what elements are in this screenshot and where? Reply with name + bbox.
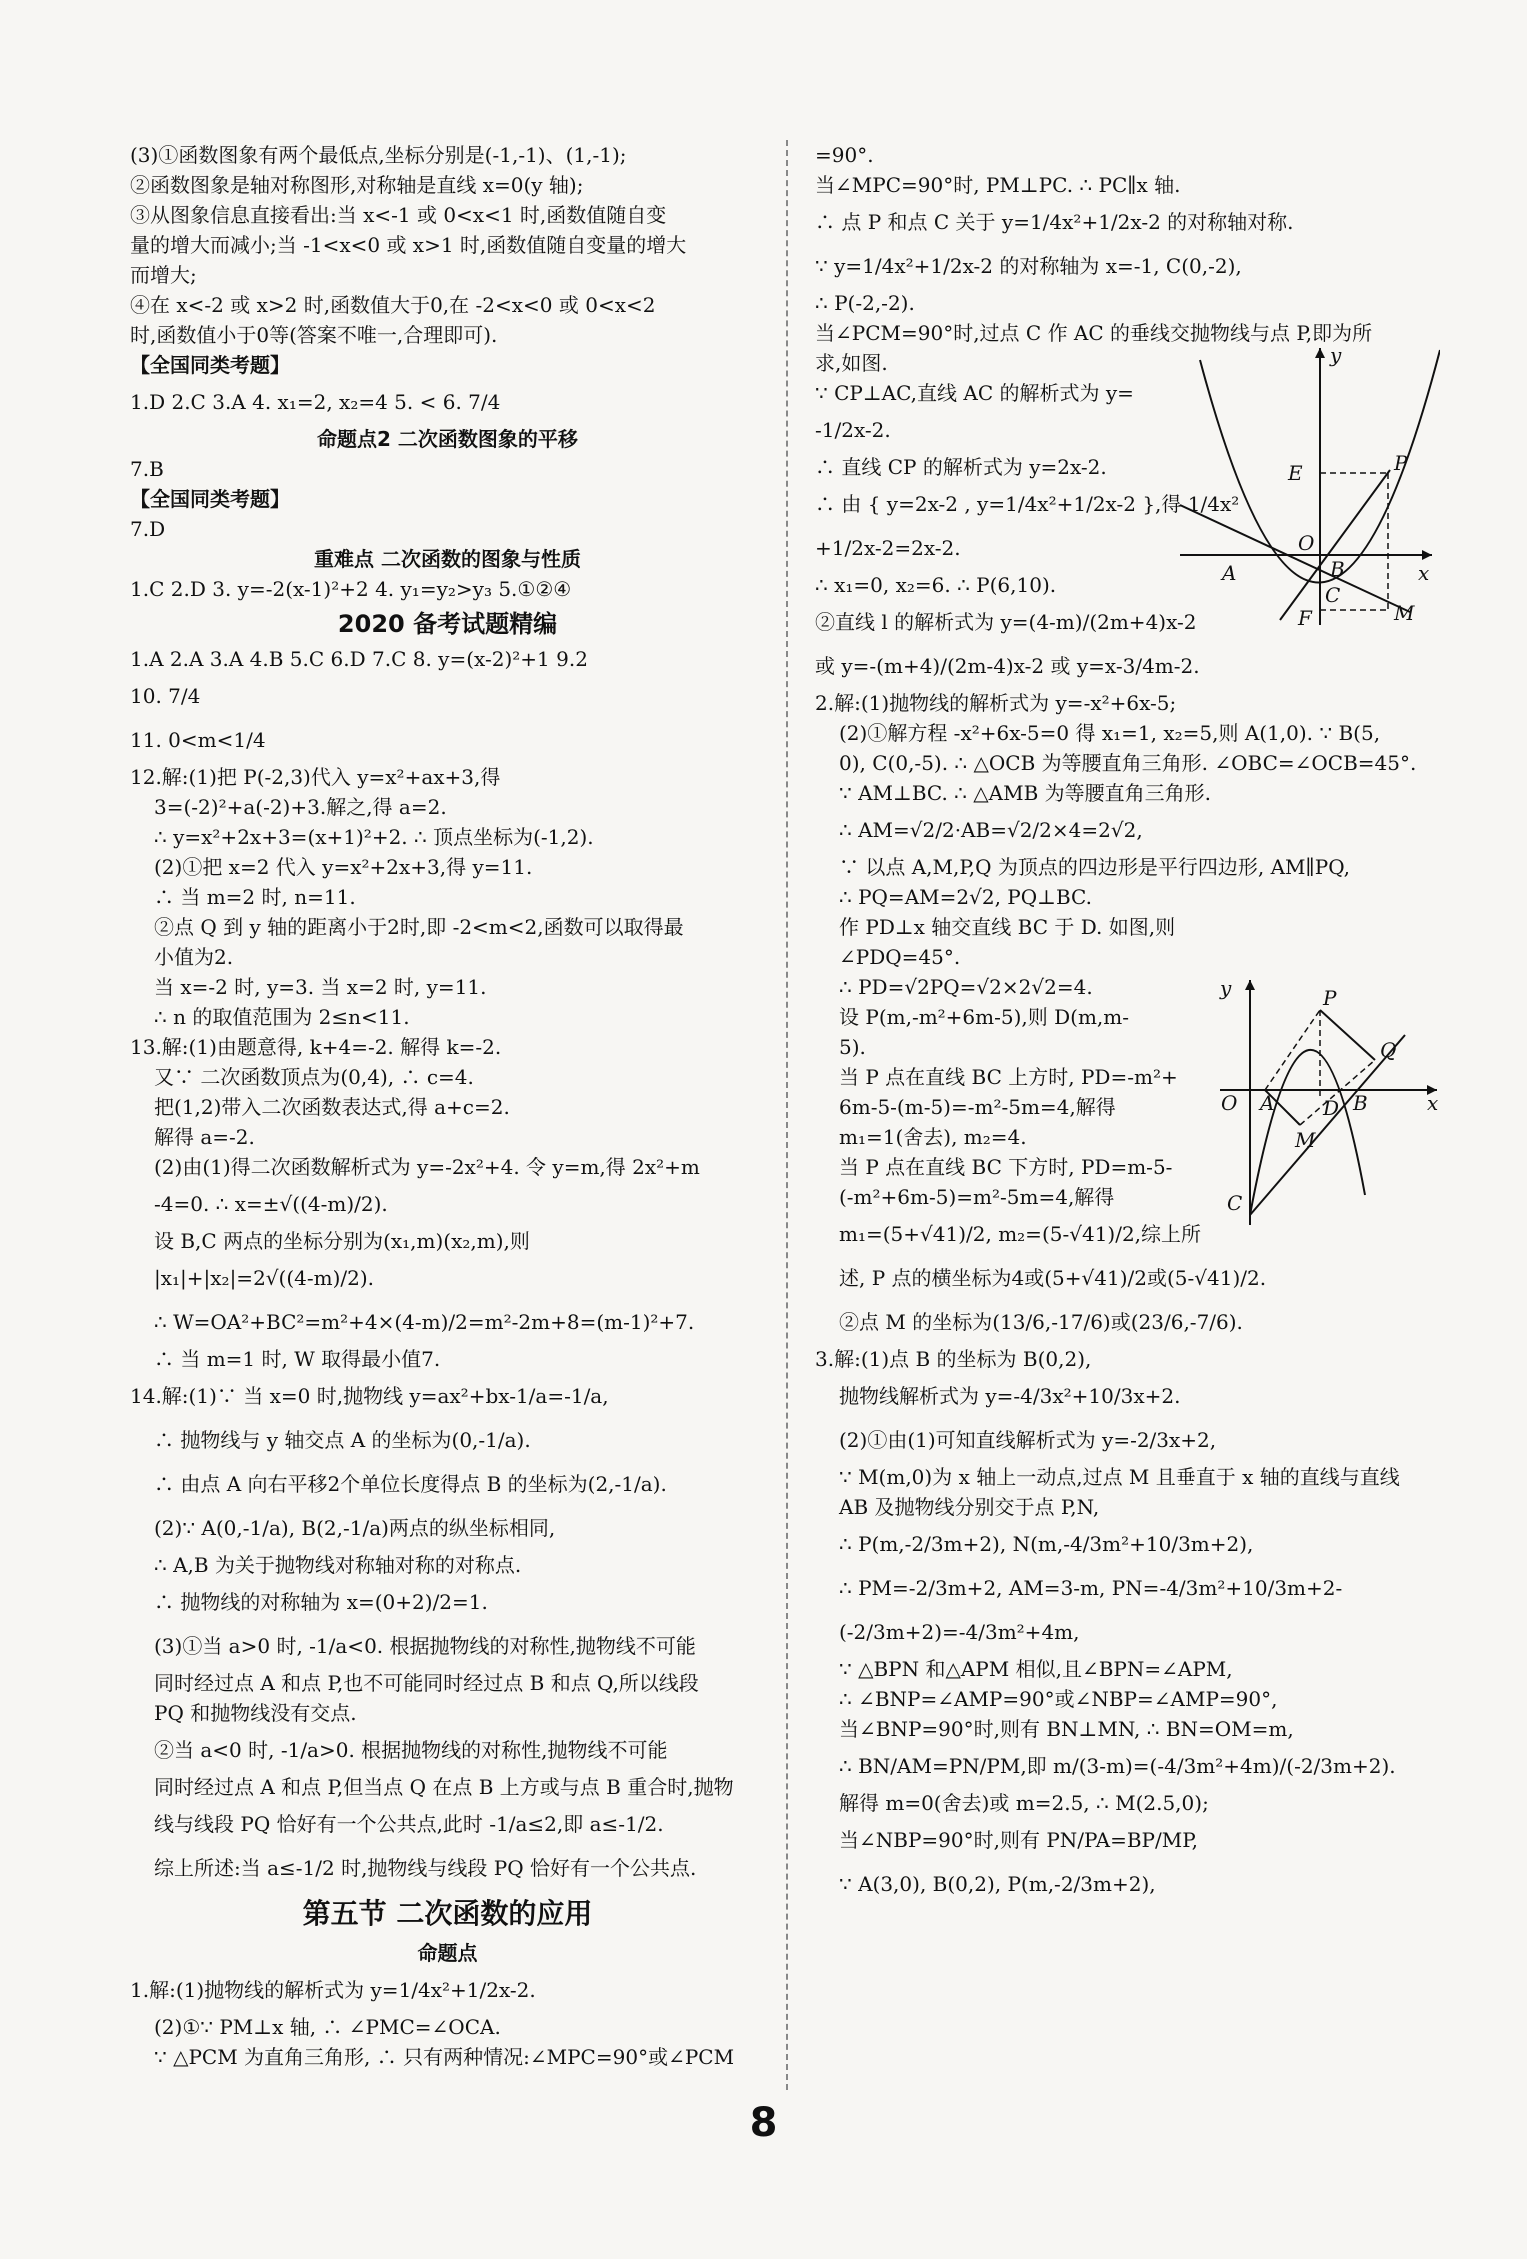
text-line: ∴ 由 { y=2x-2 , y=1/4x²+1/2x-2 },得 1/4x²	[815, 492, 1240, 516]
text-line: 14.解:(1)∵ 当 x=0 时,抛物线 y=ax²+bx-1/a=-1/a,	[130, 1384, 609, 1408]
fig2-label-p: P	[1323, 986, 1337, 1010]
text-line: PQ 和抛物线没有交点.	[154, 1701, 357, 1725]
text-line: ∵ AM⊥BC. ∴ △AMB 为等腰直角三角形.	[839, 781, 1211, 805]
text-line: ③从图象信息直接看出:当 x<-1 或 0<x<1 时,函数值随自变	[130, 203, 667, 227]
text-line: ∴ 由点 A 向右平移2个单位长度得点 B 的坐标为(2,-1/a).	[154, 1472, 667, 1496]
section-header: 【全国同类考题】	[130, 487, 290, 511]
text-line: 把(1,2)带入二次函数表达式,得 a+c=2.	[154, 1095, 510, 1119]
fig2-label-a: A	[1260, 1091, 1275, 1115]
text-line: ∴ ∠BNP=∠AMP=90°或∠NBP=∠AMP=90°,	[839, 1687, 1278, 1711]
text-line: 7.D	[130, 517, 166, 541]
fig1-label-o: O	[1298, 531, 1315, 555]
text-line: ∴ P(m,-2/3m+2), N(m,-4/3m²+10/3m+2),	[839, 1532, 1254, 1556]
text-line: (2)①由(1)可知直线解析式为 y=-2/3x+2,	[839, 1428, 1217, 1452]
y-axis-arrow	[1315, 348, 1325, 358]
fig2-label-b: B	[1353, 1091, 1368, 1115]
text-line: ∴ P(-2,-2).	[815, 291, 915, 315]
text-line: (2)①解方程 -x²+6x-5=0 得 x₁=1, x₂=5,则 A(1,0). ∵ B(5,	[839, 721, 1381, 745]
text-line: 1.A 2.A 3.A 4.B 5.C 6.D 7.C 8. y=(x-2)²+1 9.2	[130, 647, 588, 671]
text-line: 同时经过点 A 和点 P,也不可能同时经过点 B 和点 Q,所以线段	[154, 1671, 699, 1695]
text-line: 3=(-2)²+a(-2)+3.解之,得 a=2.	[154, 795, 447, 819]
text-line: 解得 a=-2.	[154, 1125, 255, 1149]
text-line: (2)∵ A(0,-1/a), B(2,-1/a)两点的纵坐标相同,	[154, 1516, 556, 1540]
text-line: (2)①把 x=2 代入 y=x²+2x+3,得 y=11.	[154, 855, 533, 879]
text-line: (3)①当 a>0 时, -1/a<0. 根据抛物线的对称性,抛物线不可能	[154, 1634, 696, 1658]
section-title: 2020 备考试题精编	[337, 610, 558, 638]
text-line: 当∠PCM=90°时,过点 C 作 AC 的垂线交抛物线与点 P,即为所	[815, 321, 1373, 345]
text-line: 1.D 2.C 3.A 4. x₁=2, x₂=4 5. < 6. 7/4	[130, 390, 501, 414]
parabola-figure-1	[1170, 340, 1440, 630]
fig1-label-c: C	[1325, 583, 1341, 607]
text-line: (2)由(1)得二次函数解析式为 y=-2x²+4. 令 y=m,得 2x²+m	[154, 1155, 700, 1179]
text-line: ∴ PQ=AM=2√2, PQ⊥BC.	[839, 885, 1092, 909]
fig1-label-a: A	[1222, 561, 1237, 585]
text-line: 设 P(m,-m²+6m-5),则 D(m,m-	[839, 1005, 1130, 1029]
text-line: 综上所述:当 a≤-1/2 时,抛物线与线段 PQ 恰好有一个公共点.	[154, 1856, 697, 1880]
text-line: +1/2x-2=2x-2.	[815, 536, 961, 560]
text-line: ∴ PM=-2/3m+2, AM=3-m, PN=-4/3m²+10/3m+2-	[839, 1576, 1343, 1600]
text-line: 解得 m=0(舍去)或 m=2.5, ∴ M(2.5,0);	[839, 1791, 1209, 1815]
text-line: |x₁|+|x₂|=2√((4-m)/2).	[154, 1266, 375, 1290]
text-line: ∴ BN/AM=PN/PM,即 m/(3-m)=(-4/3m²+4m)/(-2/3m+2).	[839, 1754, 1396, 1778]
text-line: 线与线段 PQ 恰好有一个公共点,此时 -1/a≤2,即 a≤-1/2.	[154, 1812, 664, 1836]
text-line: (-m²+6m-5)=m²-5m=4,解得	[839, 1185, 1115, 1209]
text-line: 1.C 2.D 3. y=-2(x-1)²+2 4. y₁=y₂>y₃ 5.①②④	[130, 577, 572, 601]
text-line: m₁=(5+√41)/2, m₂=(5-√41)/2,综上所	[839, 1222, 1202, 1246]
text-line: ②点 M 的坐标为(13/6,-17/6)或(23/6,-7/6).	[839, 1310, 1243, 1334]
text-line: 当∠NBP=90°时,则有 PN/PA=BP/MP,	[839, 1828, 1198, 1852]
text-line: ∴ 当 m=1 时, W 取得最小值7.	[154, 1347, 441, 1371]
section-header: 【全国同类考题】	[130, 353, 290, 377]
section-title: 第五节 二次函数的应用	[302, 1897, 593, 1930]
page-number: 8	[749, 2100, 778, 2146]
text-line: 又∵ 二次函数顶点为(0,4), ∴ c=4.	[154, 1065, 474, 1089]
fig2-label-c: C	[1227, 1191, 1243, 1215]
fig1-label-e: E	[1288, 461, 1303, 485]
parabola-figure-2	[1215, 975, 1445, 1235]
text-line: ∴ AM=√2/2·AB=√2/2×4=2√2,	[839, 818, 1143, 842]
text-line: (2)①∵ PM⊥x 轴, ∴ ∠PMC=∠OCA.	[154, 2015, 501, 2039]
text-line: 7.B	[130, 457, 164, 481]
text-line: AB 及抛物线分别交于点 P,N,	[839, 1495, 1100, 1519]
text-line: 0), C(0,-5). ∴ △OCB 为等腰直角三角形. ∠OBC=∠OCB=45°.	[839, 751, 1417, 775]
text-line: 述, P 点的横坐标为4或(5+√41)/2或(5-√41)/2.	[839, 1266, 1267, 1290]
text-line: ∵ A(3,0), B(0,2), P(m,-2/3m+2),	[839, 1872, 1156, 1896]
text-line: 当 P 点在直线 BC 下方时, PD=m-5-	[839, 1155, 1173, 1179]
section-title: 命题点	[417, 1941, 478, 1965]
text-line: ②直线 l 的解析式为 y=(4-m)/(2m+4)x-2	[815, 610, 1197, 634]
text-line: ∵ y=1/4x²+1/2x-2 的对称轴为 x=-1, C(0,-2),	[815, 254, 1242, 278]
text-line: 10. 7/4	[130, 684, 201, 708]
fig1-label-f: F	[1298, 606, 1312, 630]
fig2-label-y: y	[1220, 976, 1232, 1000]
text-line: 12.解:(1)把 P(-2,3)代入 y=x²+ax+3,得	[130, 765, 501, 789]
column-divider	[786, 140, 788, 2090]
text-line: ∵ 以点 A,M,P,Q 为顶点的四边形是平行四边形, AM∥PQ,	[839, 855, 1350, 879]
text-line: ∴ x₁=0, x₂=6. ∴ P(6,10).	[815, 573, 1057, 597]
left-column	[130, 140, 765, 2072]
text-line: -4=0. ∴ x=±√((4-m)/2).	[154, 1192, 388, 1216]
text-line: 时,函数值小于0等(答案不唯一,合理即可).	[130, 323, 498, 347]
text-line: m₁=1(舍去), m₂=4.	[839, 1125, 1027, 1149]
text-line: 小值为2.	[154, 945, 234, 969]
text-line: 5).	[839, 1035, 866, 1059]
text-line: ∵ M(m,0)为 x 轴上一动点,过点 M 且垂直于 x 轴的直线与直线	[839, 1465, 1400, 1489]
text-line: 抛物线解析式为 y=-4/3x²+10/3x+2.	[839, 1384, 1181, 1408]
text-line: ∴ 点 P 和点 C 关于 y=1/4x²+1/2x-2 的对称轴对称.	[815, 210, 1294, 234]
fig1-label-b: B	[1330, 557, 1345, 581]
fig2-label-o: O	[1221, 1091, 1238, 1115]
text-line: 当∠BNP=90°时,则有 BN⊥MN, ∴ BN=OM=m,	[839, 1717, 1294, 1741]
fig2-label-d: D	[1323, 1096, 1340, 1120]
text-line: ∴ 抛物线与 y 轴交点 A 的坐标为(0,-1/a).	[154, 1428, 531, 1452]
text-line: ∵ CP⊥AC,直线 AC 的解析式为 y=	[815, 381, 1134, 405]
text-line: ∴ W=OA²+BC²=m²+4×(4-m)/2=m²-2m+8=(m-1)²+7.	[154, 1310, 695, 1334]
text-line: 6m-5-(m-5)=-m²-5m=4,解得	[839, 1095, 1116, 1119]
text-line: ∴ n 的取值范围为 2≤n<11.	[154, 1005, 410, 1029]
text-line: 1.解:(1)抛物线的解析式为 y=1/4x²+1/2x-2.	[130, 1978, 536, 2002]
fig1-label-m: M	[1394, 601, 1415, 625]
text-line: 2.解:(1)抛物线的解析式为 y=-x²+6x-5;	[815, 691, 1177, 715]
text-line: ∴ 当 m=2 时, n=11.	[154, 885, 356, 909]
section-title: 重难点 二次函数的图象与性质	[314, 547, 581, 571]
text-line: 13.解:(1)由题意得, k+4=-2. 解得 k=-2.	[130, 1035, 502, 1059]
text-line: 3.解:(1)点 B 的坐标为 B(0,2),	[815, 1347, 1092, 1371]
fig2-label-x: x	[1427, 1091, 1439, 1115]
text-line: 求,如图.	[815, 351, 888, 375]
x-axis-arrow	[1422, 550, 1432, 560]
text-line: ∴ y=x²+2x+3=(x+1)²+2. ∴ 顶点坐标为(-1,2).	[154, 825, 594, 849]
section-title: 命题点2 二次函数图象的平移	[317, 427, 578, 451]
text-line: ∠PDQ=45°.	[839, 945, 961, 969]
segment-pq	[1320, 1010, 1375, 1060]
text-line: ②函数图象是轴对称图形,对称轴是直线 x=0(y 轴);	[130, 173, 584, 197]
line-ac	[1180, 505, 1410, 612]
text-line: =90°.	[815, 143, 874, 167]
text-line: 11. 0<m<1/4	[130, 728, 266, 752]
fig1-label-x: x	[1418, 561, 1430, 585]
text-line: 同时经过点 A 和点 P,但当点 Q 在点 B 上方或与点 B 重合时,抛物	[154, 1775, 734, 1799]
text-line: 量的增大而减小;当 -1<x<0 或 x>1 时,函数值随自变量的增大	[130, 233, 687, 257]
text-line: (3)①函数图象有两个最低点,坐标分别是(-1,-1)、(1,-1);	[130, 143, 627, 167]
fig1-label-y: y	[1330, 343, 1342, 367]
fig2-label-m: M	[1295, 1128, 1316, 1152]
text-line: ∵ △BPN 和△APM 相似,且∠BPN=∠APM,	[839, 1657, 1233, 1681]
fig1-label-p: P	[1394, 451, 1408, 475]
text-line: 设 B,C 两点的坐标分别为(x₁,m)(x₂,m),则	[154, 1229, 530, 1253]
text-line: ②点 Q 到 y 轴的距离小于2时,即 -2<m<2,函数可以取得最	[154, 915, 684, 939]
text-line: 当 x=-2 时, y=3. 当 x=2 时, y=11.	[154, 975, 487, 999]
y-axis-arrow	[1245, 980, 1255, 990]
text-line: ②当 a<0 时, -1/a>0. 根据抛物线的对称性,抛物线不可能	[154, 1738, 668, 1762]
fig2-label-q: Q	[1380, 1038, 1397, 1062]
text-line: 或 y=-(m+4)/(2m-4)x-2 或 y=x-3/4m-2.	[815, 654, 1200, 678]
text-line: 作 PD⊥x 轴交直线 BC 于 D. 如图,则	[839, 915, 1176, 939]
text-line: ∴ 直线 CP 的解析式为 y=2x-2.	[815, 455, 1107, 479]
text-line: (-2/3m+2)=-4/3m²+4m,	[839, 1620, 1080, 1644]
text-line: -1/2x-2.	[815, 418, 891, 442]
text-line: 当∠MPC=90°时, PM⊥PC. ∴ PC∥x 轴.	[815, 173, 1181, 197]
text-line: ∴ PD=√2PQ=√2×2√2=4.	[839, 975, 1093, 999]
text-line: ∵ △PCM 为直角三角形, ∴ 只有两种情况:∠MPC=90°或∠PCM	[154, 2045, 735, 2069]
text-line: ∴ 抛物线的对称轴为 x=(0+2)/2=1.	[154, 1590, 488, 1614]
text-line: 当 P 点在直线 BC 上方时, PD=-m²+	[839, 1065, 1178, 1089]
text-line: ∴ A,B 为关于抛物线对称轴对称的对称点.	[154, 1553, 522, 1577]
text-line: 而增大;	[130, 263, 197, 287]
text-line: ④在 x<-2 或 x>2 时,函数值大于0,在 -2<x<0 或 0<x<2	[130, 293, 656, 317]
